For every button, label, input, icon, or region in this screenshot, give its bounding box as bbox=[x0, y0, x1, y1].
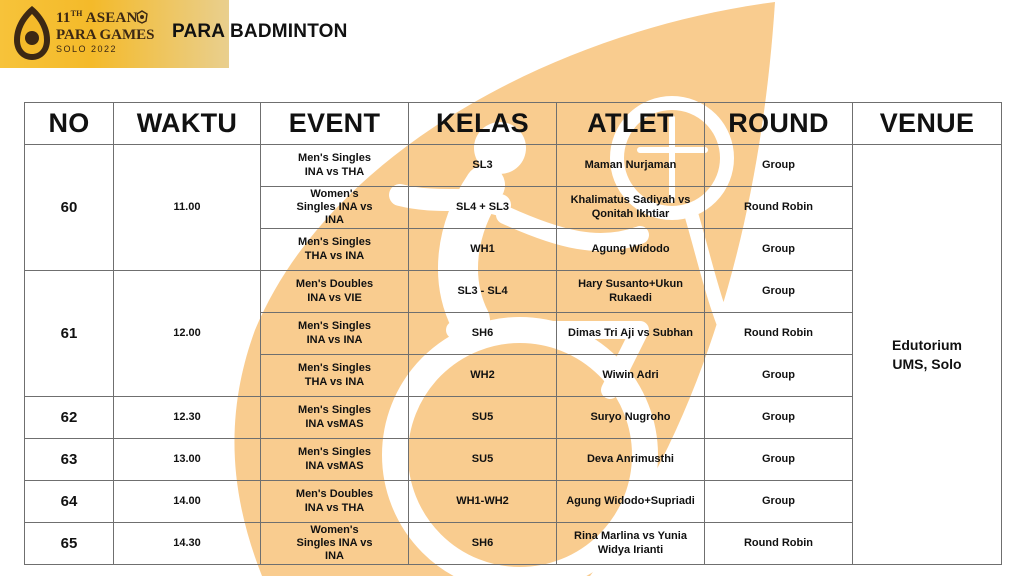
kelas-cell: SU5 bbox=[409, 439, 557, 481]
text-line: Agung Widodo bbox=[591, 242, 670, 255]
kelas-cell: SH6 bbox=[409, 313, 557, 355]
round-cell: Group bbox=[705, 271, 853, 313]
text-line: Khalimatus Sadiyah vs bbox=[570, 194, 691, 207]
waktu-cell: 13.00 bbox=[114, 439, 261, 481]
text-line: INA vs THA bbox=[304, 165, 365, 178]
round-cell: Round Robin bbox=[705, 187, 853, 229]
text-line: Men's Singles bbox=[298, 362, 371, 375]
text-line: Deva Anrimusthi bbox=[586, 452, 674, 465]
text-line: Women's bbox=[310, 187, 359, 200]
text-line: UMS, Solo bbox=[892, 355, 962, 372]
kelas-cell: WH2 bbox=[409, 355, 557, 397]
text-line: INA vs INA bbox=[306, 333, 363, 346]
atlet-cell bbox=[557, 187, 705, 229]
header-row bbox=[25, 103, 1002, 145]
kelas-cell: WH1-WH2 bbox=[409, 481, 557, 523]
text-line: Men's Singles bbox=[298, 404, 371, 417]
text-line: Men's Doubles bbox=[295, 488, 374, 501]
kelas-cell: SL4 + SL3 bbox=[409, 187, 557, 229]
atlet-cell bbox=[557, 313, 705, 355]
match-no-cell: 63 bbox=[25, 439, 114, 481]
text-line: Men's Singles bbox=[298, 236, 371, 249]
text-line: Rina Marlina vs Yunia bbox=[574, 530, 687, 543]
col-header-event: EVENT bbox=[261, 103, 409, 145]
text-line: Dimas Tri Aji vs Subhan bbox=[568, 326, 693, 339]
text-line: THA vs INA bbox=[304, 249, 365, 262]
col-header-round: ROUND bbox=[705, 103, 853, 145]
text-line: INA bbox=[325, 214, 344, 227]
col-header-kelas: KELAS bbox=[409, 103, 557, 145]
atlet-cell bbox=[557, 355, 705, 397]
event-cell bbox=[261, 481, 409, 523]
match-no-cell: 65 bbox=[25, 523, 114, 565]
text-line: Agung Widodo+Supriadi bbox=[566, 494, 695, 507]
kelas-cell: SL3 - SL4 bbox=[409, 271, 557, 313]
waktu-cell: 11.00 bbox=[114, 145, 261, 271]
text-line: Wiwin Adri bbox=[602, 368, 659, 381]
logo-text: 11TH ASEAN PARA GAMES SOLO 2022 bbox=[56, 9, 155, 54]
text-line: Edutorium bbox=[892, 337, 962, 354]
round-cell: Group bbox=[705, 481, 853, 523]
atlet-cell bbox=[557, 229, 705, 271]
event-cell bbox=[261, 523, 409, 565]
text-line: Qonitah Ikhtiar bbox=[591, 207, 670, 220]
text-line: Suryo Nugroho bbox=[590, 410, 671, 423]
kelas-cell: WH1 bbox=[409, 229, 557, 271]
kelas-cell: SL3 bbox=[409, 145, 557, 187]
match-no-cell: 61 bbox=[25, 271, 114, 397]
text-line: Men's Singles bbox=[298, 152, 371, 165]
text-line: INA vs VIE bbox=[307, 291, 362, 304]
atlet-cell bbox=[557, 145, 705, 187]
round-cell: Round Robin bbox=[705, 523, 853, 565]
text-line: INA bbox=[325, 550, 344, 563]
match-no-cell: 60 bbox=[25, 145, 114, 271]
page-title: PARA BADMINTON bbox=[172, 21, 348, 42]
text-line: INA vsMAS bbox=[305, 459, 364, 472]
text-line: Men's Singles bbox=[298, 446, 371, 459]
atlet-cell bbox=[557, 271, 705, 313]
round-cell: Group bbox=[705, 355, 853, 397]
match-no-cell: 64 bbox=[25, 481, 114, 523]
text-line: Singles INA vs bbox=[296, 200, 373, 213]
text-line: Men's Singles bbox=[298, 320, 371, 333]
round-cell: Round Robin bbox=[705, 313, 853, 355]
atlet-cell bbox=[557, 481, 705, 523]
text-line: INA vsMAS bbox=[305, 417, 364, 430]
garuda-seal-icon bbox=[136, 10, 148, 24]
col-header-no: NO bbox=[25, 103, 114, 145]
text-line: Rukaedi bbox=[609, 291, 652, 304]
event-cell bbox=[261, 229, 409, 271]
text-line: Hary Susanto+Ukun bbox=[578, 278, 683, 291]
gunungan-emblem-icon bbox=[10, 4, 54, 62]
event-cell bbox=[261, 355, 409, 397]
round-cell: Group bbox=[705, 229, 853, 271]
waktu-cell: 14.00 bbox=[114, 481, 261, 523]
atlet-cell bbox=[557, 397, 705, 439]
text-line: Women's bbox=[310, 523, 359, 536]
round-cell: Group bbox=[705, 439, 853, 481]
event-cell bbox=[261, 313, 409, 355]
kelas-cell: SH6 bbox=[409, 523, 557, 565]
match-no-cell: 62 bbox=[25, 397, 114, 439]
text-line: INA vs THA bbox=[304, 501, 365, 514]
round-cell: Group bbox=[705, 145, 853, 187]
col-header-venue: VENUE bbox=[853, 103, 1002, 145]
text-line: Men's Doubles bbox=[295, 278, 374, 291]
text-line: Maman Nurjaman bbox=[584, 158, 677, 171]
event-cell bbox=[261, 271, 409, 313]
table-row bbox=[25, 145, 1002, 187]
waktu-cell: 12.30 bbox=[114, 397, 261, 439]
event-cell bbox=[261, 187, 409, 229]
atlet-cell bbox=[557, 439, 705, 481]
event-cell bbox=[261, 145, 409, 187]
col-header-atlet: ATLET bbox=[557, 103, 705, 145]
text-line: THA vs INA bbox=[304, 375, 365, 388]
text-line: Widya Irianti bbox=[597, 543, 664, 556]
venue-cell bbox=[853, 145, 1002, 565]
text-line: Singles INA vs bbox=[296, 536, 373, 549]
schedule-table bbox=[24, 102, 1002, 565]
col-header-waktu: WAKTU bbox=[114, 103, 261, 145]
waktu-cell: 14.30 bbox=[114, 523, 261, 565]
kelas-cell: SU5 bbox=[409, 397, 557, 439]
atlet-cell bbox=[557, 523, 705, 565]
event-cell bbox=[261, 439, 409, 481]
round-cell: Group bbox=[705, 397, 853, 439]
waktu-cell: 12.00 bbox=[114, 271, 261, 397]
event-cell bbox=[261, 397, 409, 439]
